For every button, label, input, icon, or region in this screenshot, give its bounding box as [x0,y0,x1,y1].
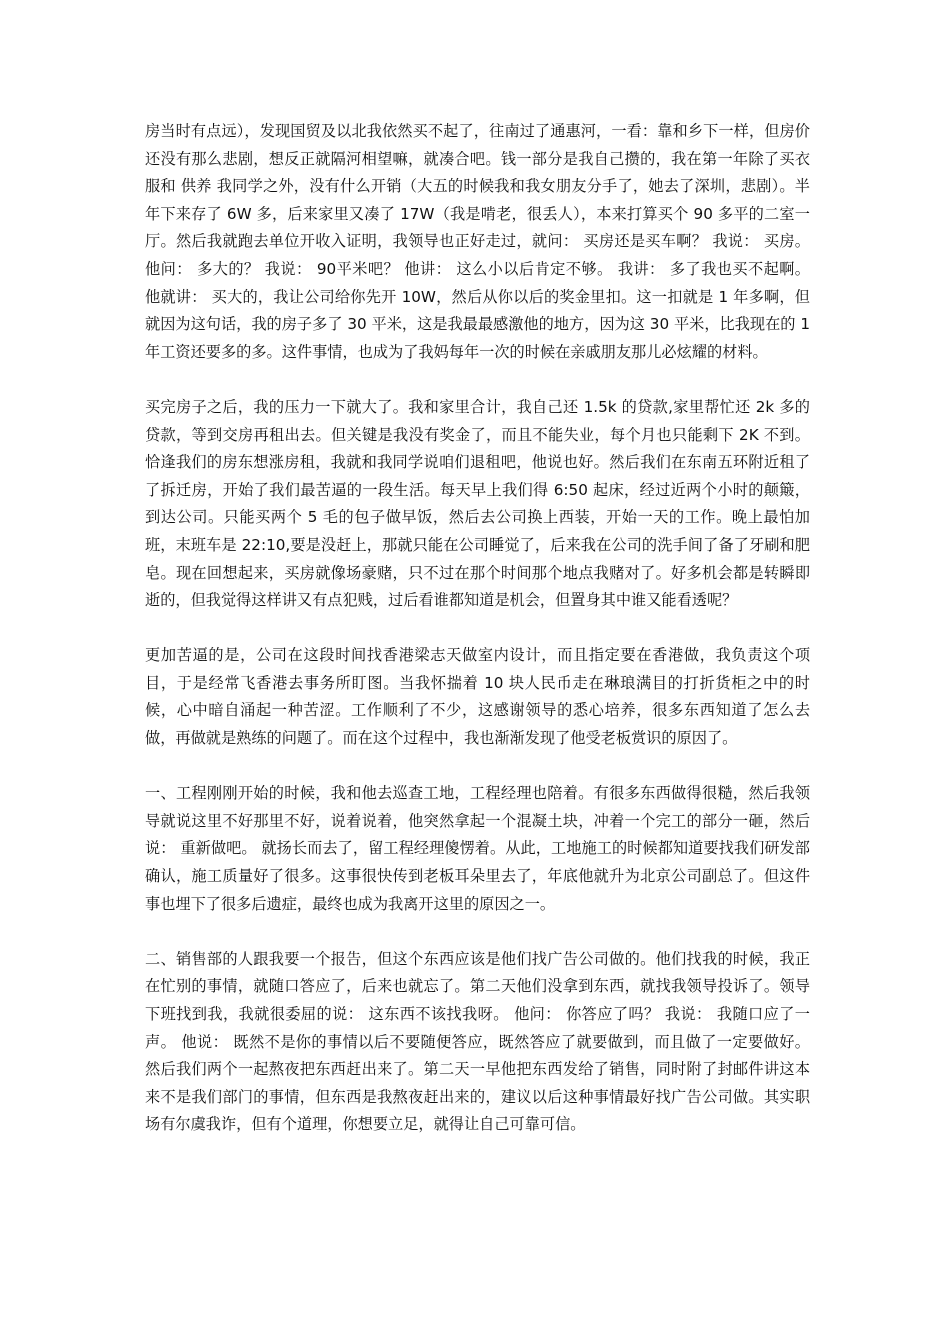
paragraph-loan-pressure: 买完房子之后，我的压力一下就大了。我和家里合计，我自己还 1.5k 的贷款,家里帮忙还 2k 多的贷款，等到交房再租出去。但关键是我没有奖金了，而且不能失业，每个月也只能剩下 2K 不到。恰逢我们的房东想涨房租，我就和我同学说咱们退租吧，他说也好。然后我们在东南五环附近租了了拆迁房，开始了我们最苦逼的一段生活。每天早上我们得 6:50 起床，经过近两个小时的颠簸，到达公司。只能买两个 5 毛的包子做早饭，然后去公司换上西装，开始一天的工作。晚上最怕加班，末班车是 22:10,要是没赶上，那就只能在公司睡觉了，后来我在公司的洗手间了备了牙刷和肥皂。现在回想起来，买房就像场豪赌，只不过在那个时间那个地点我赌对了。好多机会都是转瞬即逝的，但我觉得这样讲又有点犯贱，过后看谁都知道是机会，但置身其中谁又能看透呢？ [145,397,810,610]
paragraph-sales-report: 二、销售部的人跟我要一个报告，但这个东西应该是他们找广告公司做的。他们找我的时候，我正在忙别的事情，就随口答应了，后来也就忘了。第二天他们没拿到东西，就找我领导投诉了。领导下班找到我，我就很委屈的说： 这东西不该找我呀。 他问： 你答应了吗？ 我说： 我随口应了一声。 他说： 既然不是你的事情以后不要随便答应，既然答应了就要做到，而且做了一定要做好。 然后我们两个一起熬夜把东西赶出来了。第二天一早他把东西发给了销售，同时附了封邮件讲这本来不是我们部门的事情，但东西是我熬夜赶出来的，建议以后这种事情最好找广告公司做。其实职场有尔虞我诈，但有个道理，你想要立足，就得让自己可靠可信。 [145,949,810,1134]
paragraph-house-purchase: 房当时有点远），发现国贸及以北我依然买不起了，往南过了通惠河，一看：靠和乡下一样，但房价还没有那么悲剧，想反正就隔河相望嘛，就凑合吧。钱一部分是我自己攒的，我在第一年除了买衣服和 供养 我同学之外，没有什么开销（大五的时候我和我女朋友分手了，她去了深圳，悲剧）。半年下来存了 6W 多，后来家里又凑了 17W（我是啃老，很丢人），本来打算买个 90 多平的二室一厅。然后我就跑去单位开收入证明，我领导也正好走过，就问： 买房还是买车啊？ 我说： 买房。 他问： 多大的？ 我说： 90平米吧？ 他讲： 这么小以后肯定不够。 我讲： 多了我也买不起啊。 他就讲： 买大的，我让公司给你先开 10W，然后从你以后的奖金里扣。这一扣就是 1 年多啊，但就因为这句话，我的房子多了 30 平米，这是我最最感激他的地方，因为这 30 平米，比我现在的 1 年工资还要多的多。这件事情，也成为了我妈每年一次的时候在亲戚朋友那儿必炫耀的材料。 [145,122,810,361]
document-body [145,118,810,1139]
paragraph-hongkong-project: 更加苦逼的是，公司在这段时间找香港梁志天做室内设计，而且指定要在香港做，我负责这个项目，于是经常飞香港去事务所盯图。当我怀揣着 10 块人民币走在琳琅满目的打折货柜之中的时候，心中暗自涌起一种苦涩。工作顺利了不少，这感谢领导的悉心培养，很多东西知道了怎么去做，再做就是熟练的问题了。而在这个过程中，我也渐渐发现了他受老板赏识的原因了。 [145,646,810,748]
paragraph-construction-inspection: 一、工程刚刚开始的时候，我和他去巡查工地，工程经理也陪着。有很多东西做得很糙，然后我领导就说这里不好那里不好，说着说着，他突然拿起一个混凝土块，冲着一个完工的部分一砸，然后说： 重新做吧。 就扬长而去了，留工程经理傻愣着。从此，工地施工的时候都知道要找我们研发部确认，施工质量好了很多。这事很快传到老板耳朵里去了，年底他就升为北京公司副总了。但这件事也埋下了很多后遗症，最终也成为我离开这里的原因之一。 [145,784,810,913]
